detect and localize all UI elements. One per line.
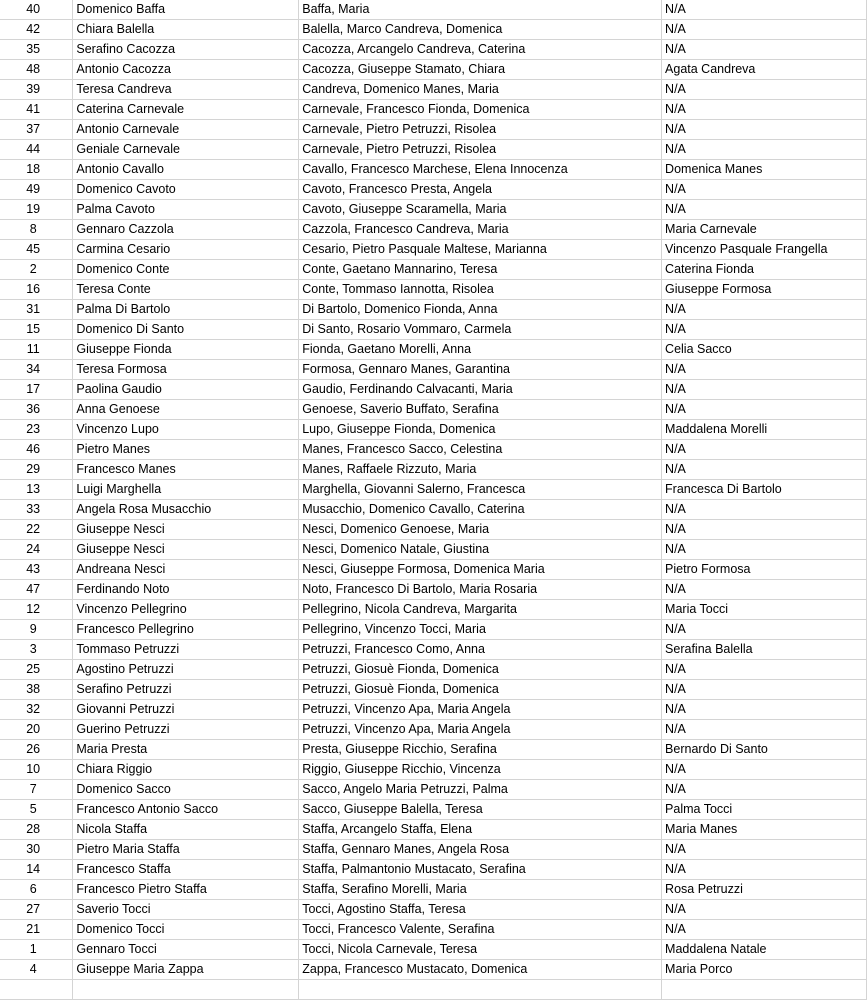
record-number-cell[interactable]: 15 [0,320,73,340]
godparent-cell[interactable]: Maddalena Natale [662,940,867,960]
parents-cell[interactable]: Riggio, Giuseppe Ricchio, Vincenza [299,760,662,780]
godparent-cell[interactable]: N/A [662,20,867,40]
record-number-cell[interactable]: 9 [0,620,73,640]
table-row [0,800,867,820]
parents-cell[interactable]: Tocci, Francesco Valente, Serafina [299,920,662,940]
record-number-cell[interactable]: 29 [0,460,73,480]
table-row [0,920,867,940]
parents-cell[interactable]: Cavoto, Francesco Presta, Angela [299,180,662,200]
table-row [0,80,867,100]
parents-cell[interactable]: Candreva, Domenico Manes, Maria [299,80,662,100]
table-row [0,280,867,300]
godparent-cell[interactable]: Rosa Petruzzi [662,880,867,900]
table-row [0,60,867,80]
record-number-cell[interactable]: 25 [0,660,73,680]
parents-cell[interactable]: Carnevale, Pietro Petruzzi, Risolea [299,140,662,160]
table-row [0,320,867,340]
parents-cell[interactable]: Tocci, Agostino Staffa, Teresa [299,900,662,920]
table-row [0,840,867,860]
baptized-name-cell[interactable]: Domenico Cavoto [73,180,299,200]
baptized-name-cell[interactable]: Agostino Petruzzi [73,660,299,680]
record-number-cell[interactable]: 42 [0,20,73,40]
table-row [0,340,867,360]
table-row [0,780,867,800]
record-number-cell[interactable]: 47 [0,580,73,600]
parents-cell[interactable]: Cesario, Pietro Pasquale Maltese, Marianna [299,240,662,260]
table-row [0,220,867,240]
godparent-cell[interactable]: N/A [662,720,867,740]
record-number-cell[interactable]: 12 [0,600,73,620]
table-row [0,760,867,780]
baptized-name-cell[interactable]: Francesco Staffa [73,860,299,880]
parents-cell[interactable]: Formosa, Gennaro Manes, Garantina [299,360,662,380]
record-number-cell[interactable]: 11 [0,340,73,360]
table-row [0,460,867,480]
table-row [0,580,867,600]
baptized-name-cell[interactable]: Tommaso Petruzzi [73,640,299,660]
baptized-name-cell[interactable]: Pietro Maria Staffa [73,840,299,860]
table-row [0,520,867,540]
parents-cell[interactable]: Pellegrino, Vincenzo Tocci, Maria [299,620,662,640]
parents-cell[interactable]: Sacco, Angelo Maria Petruzzi, Palma [299,780,662,800]
record-number-cell[interactable]: 45 [0,240,73,260]
record-number-cell[interactable]: 20 [0,720,73,740]
godparent-cell[interactable]: N/A [662,460,867,480]
parents-cell[interactable]: Cacozza, Giuseppe Stamato, Chiara [299,60,662,80]
godparent-cell[interactable]: Bernardo Di Santo [662,740,867,760]
parents-cell[interactable]: Staffa, Gennaro Manes, Angela Rosa [299,840,662,860]
record-number-cell[interactable]: 1 [0,940,73,960]
baptized-name-cell[interactable]: Andreana Nesci [73,560,299,580]
baptized-name-cell[interactable]: Saverio Tocci [73,900,299,920]
table-row [0,180,867,200]
godparent-cell[interactable]: Giuseppe Formosa [662,280,867,300]
record-number-cell[interactable]: 30 [0,840,73,860]
record-number-cell[interactable] [0,980,73,1000]
record-number-cell[interactable]: 21 [0,920,73,940]
godparent-cell[interactable]: N/A [662,760,867,780]
parents-cell[interactable]: Cacozza, Arcangelo Candreva, Caterina [299,40,662,60]
table-row [0,860,867,880]
godparent-cell[interactable]: N/A [662,900,867,920]
table-row [0,100,867,120]
table-row [0,380,867,400]
parents-cell[interactable]: Nesci, Domenico Genoese, Maria [299,520,662,540]
godparent-cell[interactable]: Maria Porco [662,960,867,980]
parents-cell[interactable]: Presta, Giuseppe Ricchio, Serafina [299,740,662,760]
record-number-cell[interactable]: 4 [0,960,73,980]
baptized-name-cell[interactable]: Giuseppe Maria Zappa [73,960,299,980]
baptized-name-cell[interactable]: Serafino Cacozza [73,40,299,60]
godparent-cell[interactable]: Agata Candreva [662,60,867,80]
godparent-cell[interactable]: N/A [662,140,867,160]
table-row [0,820,867,840]
parents-cell[interactable]: Cavoto, Giuseppe Scaramella, Maria [299,200,662,220]
record-number-cell[interactable]: 46 [0,440,73,460]
baptized-name-cell[interactable]: Pietro Manes [73,440,299,460]
parents-cell[interactable]: Petruzzi, Vincenzo Apa, Maria Angela [299,720,662,740]
parents-cell[interactable]: Di Bartolo, Domenico Fionda, Anna [299,300,662,320]
table-row [0,40,867,60]
baptized-name-cell[interactable]: Vincenzo Lupo [73,420,299,440]
baptized-name-cell[interactable]: Palma Di Bartolo [73,300,299,320]
record-number-cell[interactable]: 13 [0,480,73,500]
godparent-cell[interactable]: Caterina Fionda [662,260,867,280]
record-number-cell[interactable]: 41 [0,100,73,120]
baptized-name-cell[interactable]: Francesco Pellegrino [73,620,299,640]
table-row [0,620,867,640]
baptized-name-cell[interactable]: Geniale Carnevale [73,140,299,160]
baptized-name-cell[interactable]: Francesco Antonio Sacco [73,800,299,820]
godparent-cell[interactable]: Maria Carnevale [662,220,867,240]
parents-cell[interactable]: Cavallo, Francesco Marchese, Elena Innocenza [299,160,662,180]
record-number-cell[interactable]: 2 [0,260,73,280]
table-row [0,20,867,40]
godparent-cell[interactable]: N/A [662,180,867,200]
record-number-cell[interactable]: 26 [0,740,73,760]
godparent-cell[interactable]: N/A [662,300,867,320]
table-row [0,420,867,440]
godparent-cell[interactable]: N/A [662,620,867,640]
godparent-cell[interactable]: N/A [662,320,867,340]
baptized-name-cell[interactable]: Domenico Sacco [73,780,299,800]
record-number-cell[interactable]: 5 [0,800,73,820]
baptized-name-cell[interactable]: Giovanni Petruzzi [73,700,299,720]
table-row [0,600,867,620]
baptized-name-cell[interactable]: Francesco Manes [73,460,299,480]
record-number-cell[interactable]: 23 [0,420,73,440]
record-number-cell[interactable]: 44 [0,140,73,160]
parents-cell[interactable]: Marghella, Giovanni Salerno, Francesca [299,480,662,500]
baptized-name-cell[interactable]: Antonio Cacozza [73,60,299,80]
godparent-cell[interactable]: N/A [662,680,867,700]
record-number-cell[interactable]: 22 [0,520,73,540]
baptized-name-cell[interactable]: Serafino Petruzzi [73,680,299,700]
record-number-cell[interactable]: 39 [0,80,73,100]
godparent-cell[interactable]: N/A [662,580,867,600]
baptized-name-cell[interactable]: Domenico Di Santo [73,320,299,340]
record-number-cell[interactable]: 17 [0,380,73,400]
table-row [0,500,867,520]
parents-cell[interactable]: Zappa, Francesco Mustacato, Domenica [299,960,662,980]
parents-cell[interactable]: Lupo, Giuseppe Fionda, Domenica [299,420,662,440]
table-row [0,680,867,700]
parents-cell[interactable]: Pellegrino, Nicola Candreva, Margarita [299,600,662,620]
table-row [0,900,867,920]
parents-cell[interactable]: Petruzzi, Giosuè Fionda, Domenica [299,680,662,700]
record-number-cell[interactable]: 36 [0,400,73,420]
baptized-name-cell[interactable]: Antonio Cavallo [73,160,299,180]
baptized-name-cell[interactable]: Domenico Conte [73,260,299,280]
table-row [0,960,867,980]
parents-cell[interactable]: Gaudio, Ferdinando Calvacanti, Maria [299,380,662,400]
parents-cell[interactable]: Staffa, Arcangelo Staffa, Elena [299,820,662,840]
godparent-cell[interactable]: N/A [662,0,867,20]
table-row [0,540,867,560]
parents-cell[interactable]: Petruzzi, Giosuè Fionda, Domenica [299,660,662,680]
parents-cell[interactable]: Carnevale, Pietro Petruzzi, Risolea [299,120,662,140]
parents-cell[interactable]: Petruzzi, Vincenzo Apa, Maria Angela [299,700,662,720]
godparent-cell[interactable]: N/A [662,400,867,420]
record-number-cell[interactable]: 31 [0,300,73,320]
godparent-cell[interactable]: N/A [662,540,867,560]
record-number-cell[interactable]: 40 [0,0,73,20]
baptized-name-cell[interactable]: Francesco Pietro Staffa [73,880,299,900]
godparent-cell[interactable]: Maria Manes [662,820,867,840]
baptized-name-cell[interactable]: Chiara Balella [73,20,299,40]
parents-cell[interactable]: Fionda, Gaetano Morelli, Anna [299,340,662,360]
godparent-cell[interactable]: N/A [662,120,867,140]
godparent-cell[interactable] [662,980,867,1000]
record-number-cell[interactable]: 28 [0,820,73,840]
godparent-cell[interactable]: N/A [662,780,867,800]
godparent-cell[interactable]: N/A [662,520,867,540]
baptized-name-cell[interactable]: Paolina Gaudio [73,380,299,400]
godparent-cell[interactable]: Celia Sacco [662,340,867,360]
baptized-name-cell[interactable]: Gennaro Cazzola [73,220,299,240]
godparent-cell[interactable]: Maddalena Morelli [662,420,867,440]
table-row [0,260,867,280]
baptized-name-cell[interactable]: Guerino Petruzzi [73,720,299,740]
baptized-name-cell[interactable]: Teresa Conte [73,280,299,300]
baptized-name-cell[interactable]: Gennaro Tocci [73,940,299,960]
table-row [0,700,867,720]
record-number-cell[interactable]: 16 [0,280,73,300]
table-row [0,360,867,380]
parents-cell[interactable]: Staffa, Serafino Morelli, Maria [299,880,662,900]
baptized-name-cell[interactable]: Antonio Carnevale [73,120,299,140]
table-row [0,980,867,1000]
godparent-cell[interactable]: N/A [662,840,867,860]
godparent-cell[interactable]: N/A [662,660,867,680]
record-number-cell[interactable]: 19 [0,200,73,220]
parents-cell[interactable] [299,980,662,1000]
baptized-name-cell[interactable]: Luigi Marghella [73,480,299,500]
record-number-cell[interactable]: 35 [0,40,73,60]
baptized-name-cell[interactable]: Chiara Riggio [73,760,299,780]
godparent-cell[interactable]: N/A [662,440,867,460]
baptized-name-cell[interactable] [73,980,299,1000]
record-number-cell[interactable]: 7 [0,780,73,800]
baptized-name-cell[interactable]: Domenico Tocci [73,920,299,940]
godparent-cell[interactable]: N/A [662,860,867,880]
record-number-cell[interactable]: 48 [0,60,73,80]
record-number-cell[interactable]: 33 [0,500,73,520]
godparent-cell[interactable]: Vincenzo Pasquale Frangella [662,240,867,260]
record-number-cell[interactable]: 10 [0,760,73,780]
parents-cell[interactable]: Di Santo, Rosario Vommaro, Carmela [299,320,662,340]
godparent-cell[interactable]: N/A [662,380,867,400]
record-number-cell[interactable]: 6 [0,880,73,900]
table-row [0,120,867,140]
godparent-cell[interactable]: Palma Tocci [662,800,867,820]
parents-cell[interactable]: Nesci, Giuseppe Formosa, Domenica Maria [299,560,662,580]
godparent-cell[interactable]: N/A [662,360,867,380]
parents-cell[interactable]: Balella, Marco Candreva, Domenica [299,20,662,40]
table-row [0,400,867,420]
godparent-cell[interactable]: Domenica Manes [662,160,867,180]
record-number-cell[interactable]: 38 [0,680,73,700]
parents-cell[interactable]: Staffa, Palmantonio Mustacato, Serafina [299,860,662,880]
godparent-cell[interactable]: N/A [662,100,867,120]
baptized-name-cell[interactable]: Maria Presta [73,740,299,760]
parents-cell[interactable]: Sacco, Giuseppe Balella, Teresa [299,800,662,820]
godparent-cell[interactable]: N/A [662,40,867,60]
baptized-name-cell[interactable]: Palma Cavoto [73,200,299,220]
parents-cell[interactable]: Cazzola, Francesco Candreva, Maria [299,220,662,240]
table-row [0,300,867,320]
parents-cell[interactable]: Baffa, Maria [299,0,662,20]
table-row [0,940,867,960]
baptized-name-cell[interactable]: Giuseppe Nesci [73,540,299,560]
baptized-name-cell[interactable]: Anna Genoese [73,400,299,420]
record-number-cell[interactable]: 24 [0,540,73,560]
parents-cell[interactable]: Conte, Tommaso Iannotta, Risolea [299,280,662,300]
baptized-name-cell[interactable]: Teresa Formosa [73,360,299,380]
record-number-cell[interactable]: 3 [0,640,73,660]
parents-cell[interactable]: Noto, Francesco Di Bartolo, Maria Rosaria [299,580,662,600]
record-number-cell[interactable]: 32 [0,700,73,720]
parents-cell[interactable]: Manes, Raffaele Rizzuto, Maria [299,460,662,480]
baptized-name-cell[interactable]: Ferdinando Noto [73,580,299,600]
table-row [0,0,867,20]
godparent-cell[interactable]: N/A [662,920,867,940]
godparent-cell[interactable]: Serafina Balella [662,640,867,660]
table-row [0,880,867,900]
table-row [0,240,867,260]
table-row [0,640,867,660]
table-row [0,480,867,500]
baptized-name-cell[interactable]: Domenico Baffa [73,0,299,20]
baptized-name-cell[interactable]: Giuseppe Fionda [73,340,299,360]
godparent-cell[interactable]: Francesca Di Bartolo [662,480,867,500]
godparent-cell[interactable]: Pietro Formosa [662,560,867,580]
godparent-cell[interactable]: N/A [662,80,867,100]
godparent-cell[interactable]: N/A [662,200,867,220]
table-row [0,160,867,180]
record-number-cell[interactable]: 43 [0,560,73,580]
table-row [0,660,867,680]
record-number-cell[interactable]: 18 [0,160,73,180]
parents-cell[interactable]: Musacchio, Domenico Cavallo, Caterina [299,500,662,520]
table-row [0,440,867,460]
table-row [0,200,867,220]
record-number-cell[interactable]: 34 [0,360,73,380]
parents-cell[interactable]: Petruzzi, Francesco Como, Anna [299,640,662,660]
baptized-name-cell[interactable]: Angela Rosa Musacchio [73,500,299,520]
table-row [0,740,867,760]
parents-cell[interactable]: Tocci, Nicola Carnevale, Teresa [299,940,662,960]
godparent-cell[interactable]: Maria Tocci [662,600,867,620]
baptized-name-cell[interactable]: Teresa Candreva [73,80,299,100]
table-row [0,560,867,580]
record-number-cell[interactable]: 37 [0,120,73,140]
table-row [0,140,867,160]
record-number-cell[interactable]: 8 [0,220,73,240]
baptized-name-cell[interactable]: Nicola Staffa [73,820,299,840]
record-number-cell[interactable]: 14 [0,860,73,880]
godparent-cell[interactable]: N/A [662,700,867,720]
godparent-cell[interactable]: N/A [662,500,867,520]
table-row [0,720,867,740]
parents-cell[interactable]: Genoese, Saverio Buffato, Serafina [299,400,662,420]
parents-cell[interactable]: Nesci, Domenico Natale, Giustina [299,540,662,560]
baptized-name-cell[interactable]: Carmina Cesario [73,240,299,260]
baptized-name-cell[interactable]: Caterina Carnevale [73,100,299,120]
parents-cell[interactable]: Carnevale, Francesco Fionda, Domenica [299,100,662,120]
record-number-cell[interactable]: 49 [0,180,73,200]
parents-cell[interactable]: Conte, Gaetano Mannarino, Teresa [299,260,662,280]
record-number-cell[interactable]: 27 [0,900,73,920]
baptized-name-cell[interactable]: Vincenzo Pellegrino [73,600,299,620]
baptized-name-cell[interactable]: Giuseppe Nesci [73,520,299,540]
parents-cell[interactable]: Manes, Francesco Sacco, Celestina [299,440,662,460]
